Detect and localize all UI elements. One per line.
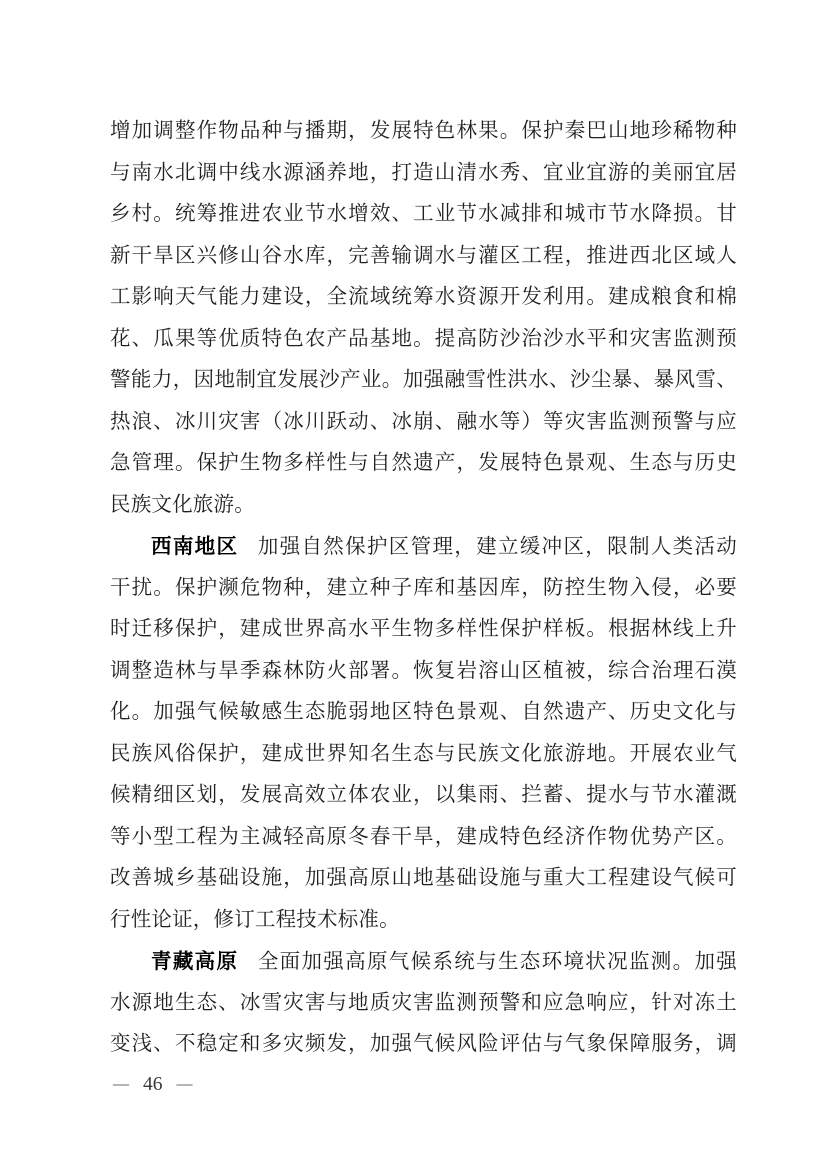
paragraph-qinghai-tibet-plateau [110,941,737,1066]
text-line: 调整造林与旱季森林防火部署。恢复岩溶山区植被，综合治理石漠 [110,659,737,682]
line-text: 加强自然保护区管理，建立缓冲区，限制人类活动 [257,536,737,558]
text-line: 改善城乡基础设施，加强高原山地基础设施与重大工程建设气候可 [110,867,737,889]
document-body [110,111,737,1066]
text-line: 变浅、不稳定和多灾频发，加强气候风险评估与气象保障服务，调 [110,1033,737,1055]
text-line: 热浪、冰川灾害（冰川跃动、冰崩、融水等）等灾害监测预警与应 [110,410,737,433]
text-line: 工影响天气能力建设，全流域统筹水资源开发利用。建成粮食和棉 [110,286,737,308]
text-line: 急管理。保护生物多样性与自然遗产，发展特色景观、生态与历史 [110,452,737,474]
text-line: 行性论证，修订工程技术标准。 [110,908,400,931]
text-line: 民族文化旅游。 [110,493,255,516]
text-line: 干扰。保护濒危物种，建立种子库和基因库，防控生物入侵，必要 [110,576,737,599]
text-line: 警能力，因地制宜发展沙产业。加强融雪性洪水、沙尘暴、暴风雪、 [110,369,737,391]
paragraph-southwest-region [110,526,737,941]
section-heading: 青藏高原 [151,950,239,973]
text-line: 增加调整作物品种与播期，发展特色林果。保护秦巴山地珍稀物种 [110,120,737,142]
text-line: 与南水北调中线水源涵养地，打造山清水秀、宜业宜游的美丽宜居 [110,161,737,184]
paragraph-northwest-region-continued [110,111,737,526]
text-line: 新干旱区兴修山谷水库，完善输调水与灌区工程，推进西北区域人 [110,244,737,267]
text-line [110,526,737,568]
section-heading: 西南地区 [151,535,239,558]
line-text: 全面加强高原气候系统与生态环境状况监测。加强 [257,951,737,973]
text-line: 化。加强气候敏感生态脆弱地区特色景观、自然遗产、历史文化与 [110,701,737,723]
text-line: 等小型工程为主减轻高原冬春干旱，建成特色经济作物优势产区。 [110,825,737,848]
text-line: 花、瓜果等优质特色农产品基地。提高防沙治沙水平和灾害监测预 [110,327,737,350]
page-footer [112,1072,194,1098]
footer-dash-left: — [112,1075,130,1094]
text-line: 水源地生态、冰雪灾害与地质灾害监测预警和应急响应，针对冻土 [110,991,737,1014]
page-number: 46 [143,1074,163,1095]
text-line: 民族风俗保护，建成世界知名生态与民族文化旅游地。开展农业气 [110,742,737,765]
text-line: 时迁移保护，建成世界高水平生物多样性保护样板。根据林线上升 [110,618,737,640]
text-line: 候精细区划，发展高效立体农业，以集雨、拦蓄、提水与节水灌溉 [110,784,737,806]
text-line [110,941,737,983]
text-line: 乡村。统筹推进农业节水增效、工业节水减排和城市节水降损。甘 [110,203,737,225]
footer-dash-right: — [175,1075,194,1094]
